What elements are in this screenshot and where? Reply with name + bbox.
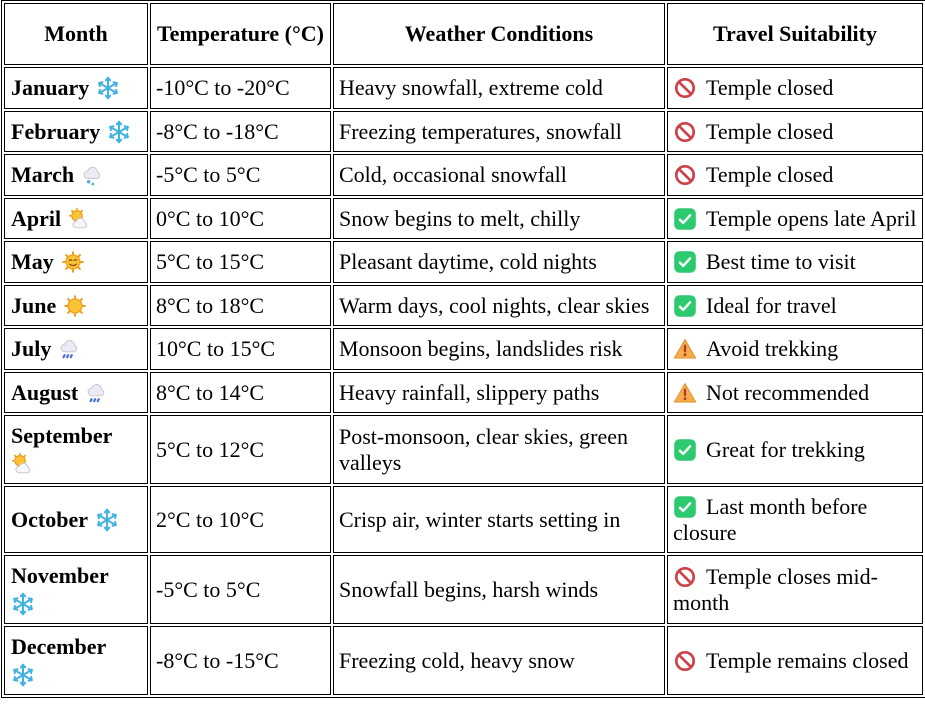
weather-conditions-cell [333,626,665,695]
temperature-cell [150,67,331,109]
temperature-value: 2°C to 10°C [156,506,265,532]
travel-suitability-cell [667,285,923,327]
sun-icon [63,293,87,319]
weather-conditions-cell [333,67,665,109]
travel-suitability-text: Avoid trekking [706,336,839,362]
table-row [4,241,923,283]
table-row [4,154,923,196]
column-header-temperature: Temperature (°C) [150,3,331,65]
weather-conditions-cell [333,555,665,624]
travel-suitability-cell [667,486,923,553]
temperature-value: -8°C to -18°C [156,118,279,144]
temperature-value: 10°C to 15°C [156,336,276,362]
weather-conditions-text: Warm days, cool nights, clear skies [339,292,650,318]
month-label: August [11,379,79,405]
check-icon [673,437,697,463]
table-row [4,555,923,624]
month-cell [4,241,148,283]
travel-suitability-cell [667,626,923,695]
column-header-month: Month [4,3,148,65]
month-cell [4,285,148,327]
table-row [4,111,923,153]
table-row [4,67,923,109]
temperature-cell [150,241,331,283]
travel-suitability-text: Last month before closure [673,494,868,545]
temperature-cell [150,285,331,327]
table-row [4,328,923,370]
month-cell [4,198,148,240]
temperature-value: -10°C to -20°C [156,75,290,100]
weather-conditions-cell [333,154,665,196]
weather-conditions-text: Freezing cold, heavy snow [339,647,575,673]
snowflake-icon [11,662,142,688]
month-cell [4,372,148,414]
table-row [4,372,923,414]
month-cell [4,328,148,370]
travel-suitability-text: Ideal for travel [706,292,837,318]
travel-suitability-cell [667,415,923,484]
table-row [4,415,923,484]
travel-suitability-cell [667,372,923,414]
column-header-weather-conditions: Weather Conditions [333,3,665,65]
temperature-value: -5°C to 5°C [156,162,261,188]
travel-suitability-text: Best time to visit [706,249,856,275]
weather-conditions-text: Pleasant daytime, cold nights [339,249,597,275]
travel-suitability-text: Temple remains closed [706,647,909,673]
weather-conditions-cell [333,285,665,327]
month-label: October [11,506,88,532]
table-row [4,285,923,327]
weather-conditions-cell [333,241,665,283]
travel-suitability-text: Great for trekking [706,436,865,462]
temperature-cell [150,328,331,370]
weather-conditions-text: Post-monsoon, clear skies, green valleys [339,424,628,475]
temperature-cell [150,415,331,484]
snowflake-icon [11,591,142,617]
check-icon [673,293,697,319]
table-body [4,67,923,695]
snowflake-icon [96,75,120,101]
weather-conditions-text: Snowfall begins, harsh winds [339,576,599,602]
temperature-value: 5°C to 15°C [156,249,265,275]
weather-conditions-text: Crisp air, winter starts setting in [339,506,621,532]
temperature-value: 5°C to 12°C [156,436,265,462]
temperature-cell [150,486,331,553]
month-cell [4,111,148,153]
weather-table [1,0,925,698]
month-label: January [11,75,90,100]
temperature-value: 8°C to 14°C [156,379,265,405]
temperature-value: -8°C to -15°C [156,647,279,673]
travel-suitability-cell [667,111,923,153]
weather-conditions-cell [333,486,665,553]
month-cell [4,486,148,553]
table-header [4,3,923,65]
month-cell [4,555,148,624]
travel-suitability-cell [667,328,923,370]
sun-behind-cloud-icon [68,206,92,232]
month-cell [4,626,148,695]
month-label: December [11,634,107,660]
travel-suitability-text: Temple closed [706,162,834,188]
temperature-value: 8°C to 18°C [156,292,265,318]
snowflake-icon [95,507,119,533]
temperature-cell [150,154,331,196]
weather-conditions-text: Monsoon begins, landslides risk [339,336,623,362]
table-row [4,198,923,240]
travel-suitability-text: Temple opens late April [706,205,917,231]
prohibited-icon [673,564,697,590]
travel-suitability-text: Temple closed [706,118,834,144]
prohibited-icon [673,75,697,101]
travel-suitability-cell [667,67,923,109]
month-label: September [11,423,113,449]
weather-conditions-text: Snow begins to melt, chilly [339,205,581,231]
cloud-snow-icon [81,162,105,188]
prohibited-icon [673,119,697,145]
table-row [4,486,923,553]
travel-suitability-cell [667,241,923,283]
month-label: March [11,162,75,188]
travel-suitability-cell [667,198,923,240]
table-row [4,626,923,695]
sun-behind-cloud-icon [11,451,142,477]
month-label: April [11,205,62,231]
rain-cloud-icon [58,336,82,362]
weather-conditions-text: Freezing temperatures, snowfall [339,118,622,144]
month-label: June [11,292,57,318]
check-icon [673,206,697,232]
temperature-cell [150,626,331,695]
prohibited-icon [673,648,697,674]
weather-conditions-text: Heavy snowfall, extreme cold [339,75,603,100]
weather-conditions-cell [333,328,665,370]
temperature-cell [150,111,331,153]
temperature-value: -5°C to 5°C [156,576,261,602]
temperature-cell [150,555,331,624]
travel-suitability-cell [667,555,923,624]
month-cell [4,154,148,196]
weather-conditions-cell [333,111,665,153]
prohibited-icon [673,162,697,188]
check-icon [673,249,697,275]
travel-suitability-text: Temple closed [706,75,834,100]
month-label: November [11,563,109,589]
column-header-travel-suitability: Travel Suitability [667,3,923,65]
month-label: May [11,249,54,275]
travel-suitability-text: Not recommended [706,379,870,405]
rain-cloud-icon [85,380,109,406]
temperature-cell [150,198,331,240]
weather-conditions-cell [333,372,665,414]
month-cell [4,67,148,109]
warning-icon [673,336,697,362]
weather-conditions-cell [333,415,665,484]
travel-suitability-text: Temple closes mid-month [673,564,878,615]
travel-suitability-cell [667,154,923,196]
weather-conditions-cell [333,198,665,240]
snowflake-icon [107,119,131,145]
header-row [4,3,923,65]
sun-with-face-icon [61,249,85,275]
weather-conditions-text: Cold, occasional snowfall [339,162,567,188]
check-icon [673,494,697,520]
warning-icon [673,380,697,406]
weather-conditions-text: Heavy rainfall, slippery paths [339,379,600,405]
month-label: February [11,118,101,144]
temperature-value: 0°C to 10°C [156,205,265,231]
month-cell [4,415,148,484]
month-label: July [11,336,52,362]
temperature-cell [150,372,331,414]
